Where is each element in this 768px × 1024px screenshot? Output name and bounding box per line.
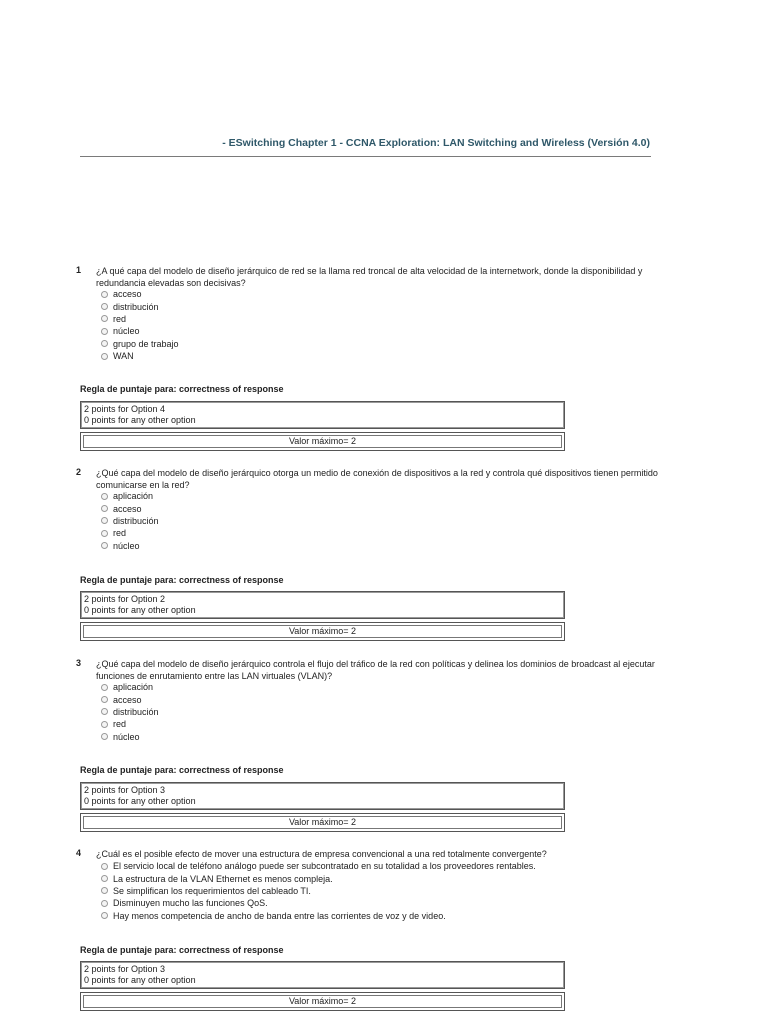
radio-button[interactable] [101,315,108,322]
radio-button[interactable] [101,875,108,882]
answer-option[interactable] [101,350,661,362]
answer-option[interactable] [101,731,661,743]
question-text: ¿Cuál es el posible efecto de mover una estructura de empresa convencional a una red totalmente convergente? [96,849,547,859]
scoring-rule-heading: Regla de puntaje para: correctness of response [80,945,284,955]
answer-option-label: aplicación [113,682,154,693]
scoring-rule-box [80,401,565,429]
radio-button[interactable] [101,353,108,360]
max-value-box [80,813,565,832]
radio-button[interactable] [101,863,108,870]
answer-option-label: acceso [113,289,142,300]
answer-option-label: red [113,313,127,324]
radio-button[interactable] [101,328,108,335]
answer-option[interactable] [101,527,661,539]
scoring-rule-line: 2 points for Option 3 [84,964,166,974]
answer-option-label: núcleo [113,326,140,337]
answer-option[interactable] [101,681,661,693]
answer-option[interactable] [101,490,661,502]
radio-button[interactable] [101,708,108,715]
answer-option[interactable] [101,718,661,730]
radio-button[interactable] [101,340,108,347]
answer-option[interactable] [101,706,661,718]
answer-option-label: Disminuyen mucho las funciones QoS. [113,898,268,909]
max-value-label: Valor máximo= 2 [83,816,562,829]
max-value-box [80,992,565,1011]
answer-option[interactable] [101,885,661,897]
max-value-box [80,432,565,451]
max-value-box [80,622,565,641]
answer-option[interactable] [101,300,661,312]
question-number: 4 [76,848,82,858]
question-number: 3 [76,658,82,668]
answer-option[interactable] [101,288,661,300]
answer-option-label: Hay menos competencia de ancho de banda entre las corrientes de voz y de video. [113,910,446,921]
answer-option-label: núcleo [113,540,140,551]
answer-option[interactable] [101,693,661,705]
question-number: 2 [76,467,82,477]
answer-option-label: El servicio local de teléfono análogo puede ser subcontratado en su totalidad a los proveedores rentables. [113,861,536,872]
scoring-rule-heading: Regla de puntaje para: correctness of response [80,384,284,394]
answer-options [101,681,661,743]
scoring-rule-line: 0 points for any other option [84,415,196,425]
scoring-rule-line: 0 points for any other option [84,975,196,985]
question-text: ¿A qué capa del modelo de diseño jerárquico de red se la llama red troncal de alta velocidad de la internetwork, donde la disponibilidad y redundancia elevadas son decisivas? [96,266,643,288]
answer-option-label: La estructura de la VLAN Ethernet es menos compleja. [113,873,333,884]
question-text: ¿Qué capa del modelo de diseño jerárquico controla el flujo del tráfico de la red con políticas y delinea los dominios de broadcast al ejecutar funciones de enrutamiento entre las LAN virtuales (VLAN)? [96,659,655,681]
answer-option-label: red [113,528,127,539]
answer-option-label: distribución [113,706,159,717]
answer-options [101,288,661,362]
answer-option-label: distribución [113,301,159,312]
answer-option-label: acceso [113,694,142,705]
radio-button[interactable] [101,530,108,537]
scoring-rule-heading: Regla de puntaje para: correctness of response [80,575,284,585]
answer-option-label: acceso [113,503,142,514]
answer-options [101,490,661,552]
answer-option[interactable] [101,338,661,350]
question-text: ¿Qué capa del modelo de diseño jerárquico otorga un medio de conexión de dispositivos a la red y controla qué dispositivos tienen permitido comunicarse en la red? [96,468,658,490]
radio-button[interactable] [101,542,108,549]
radio-button[interactable] [101,505,108,512]
question-number: 1 [76,265,82,275]
answer-option-label: Se simplifican los requerimientos del cableado TI. [113,885,311,896]
answer-option-label: grupo de trabajo [113,338,179,349]
scoring-rule-line: 0 points for any other option [84,796,196,806]
radio-button[interactable] [101,900,108,907]
radio-button[interactable] [101,517,108,524]
answer-options [101,860,661,922]
max-value-label: Valor máximo= 2 [83,625,562,638]
answer-option[interactable] [101,515,661,527]
radio-button[interactable] [101,912,108,919]
scoring-rule-box [80,961,565,989]
scoring-rule-line: 2 points for Option 4 [84,404,166,414]
radio-button[interactable] [101,887,108,894]
answer-option[interactable] [101,325,661,337]
header-divider [80,156,651,157]
scoring-rule-box [80,591,565,619]
scoring-rule-box [80,782,565,810]
page-title: - ESwitching Chapter 1 - CCNA Exploration: LAN Switching and Wireless (Versión 4.0) [222,137,650,149]
answer-option[interactable] [101,897,661,909]
radio-button[interactable] [101,684,108,691]
scoring-rule-line: 0 points for any other option [84,605,196,615]
answer-option[interactable] [101,872,661,884]
answer-option-label: aplicación [113,491,154,502]
scoring-rule-heading: Regla de puntaje para: correctness of response [80,765,284,775]
radio-button[interactable] [101,303,108,310]
scoring-rule-line: 2 points for Option 3 [84,785,166,795]
radio-button[interactable] [101,291,108,298]
answer-option-label: red [113,719,127,730]
radio-button[interactable] [101,721,108,728]
answer-option[interactable] [101,860,661,872]
scoring-rule-line: 2 points for Option 2 [84,594,166,604]
radio-button[interactable] [101,733,108,740]
max-value-label: Valor máximo= 2 [83,995,562,1008]
answer-option[interactable] [101,502,661,514]
max-value-label: Valor máximo= 2 [83,435,562,448]
answer-option-label: distribución [113,515,159,526]
answer-option-label: WAN [113,351,134,362]
radio-button[interactable] [101,696,108,703]
answer-option-label: núcleo [113,731,140,742]
answer-option[interactable] [101,313,661,325]
answer-option[interactable] [101,910,661,922]
answer-option[interactable] [101,540,661,552]
radio-button[interactable] [101,493,108,500]
